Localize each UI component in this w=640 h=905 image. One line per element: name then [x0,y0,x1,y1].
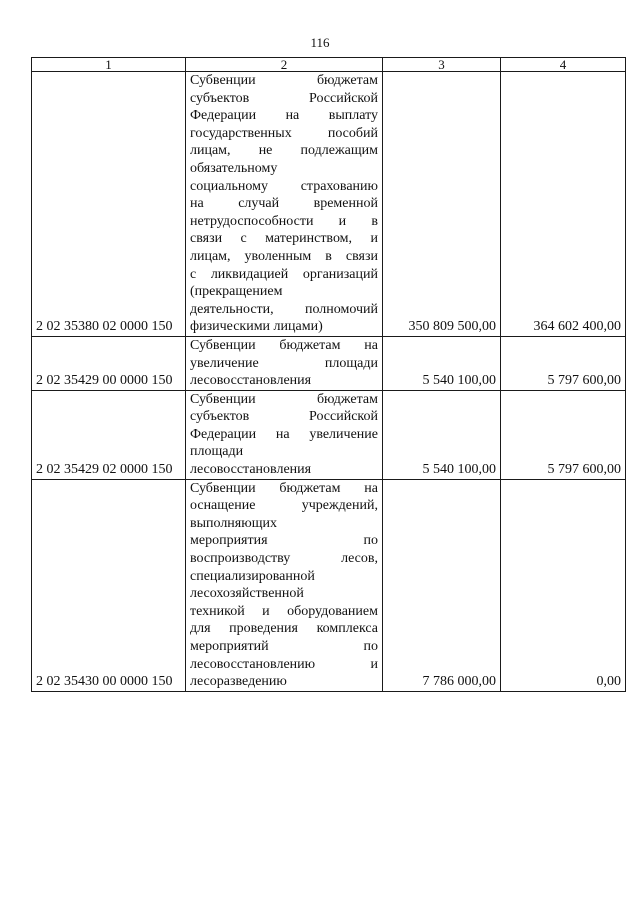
description-line: социальному страхованию [190,178,378,194]
description-line: лесовосстановления [190,462,312,478]
description-line: с ликвидацией организаций [190,266,378,282]
description-line: оснащение учреждений, [190,498,378,514]
description-line: Федерации на выплату [190,108,378,124]
description-cell [186,72,383,337]
amount-column-4: 5 797 600,00 [501,390,626,479]
description-line: мероприятия по [190,533,378,549]
description-line: связи с материнством, и [190,231,378,247]
description-line: для проведения комплекса [190,621,378,637]
budget-code-cell: 2 02 35430 00 0000 150 [32,479,186,691]
description-line: лесохозяйственной [190,586,304,602]
description-line: субъектов Российской [190,409,378,425]
description-line: Субвенции бюджетам [190,73,378,88]
description-line: Федерации на увеличение [190,426,378,442]
description-line: государственных пособий [190,125,378,141]
description-line: Субвенции бюджетам на [190,337,378,353]
description-line: обязательному [190,160,278,176]
description-line: лесоразведению [190,674,287,690]
description-line: увеличение площади [190,355,378,371]
amount-column-4: 5 797 600,00 [501,336,626,390]
column-header-4: 4 [501,58,626,72]
page-number: 116 [310,35,330,50]
description-line: лицам, не подлежащим [190,143,378,159]
description-line: воспроизводству лесов, [190,551,378,567]
description-line: лицам, уволенным в связи [190,248,378,264]
table-row [32,479,626,691]
budget-code-cell: 2 02 35429 00 0000 150 [32,336,186,390]
description-line: субъектов Российской [190,90,378,106]
description-line: выполняющих [190,515,277,531]
amount-column-4: 364 602 400,00 [501,72,626,337]
description-line: физическими лицами) [190,319,323,335]
budget-table [31,57,626,692]
description-line: техникой и оборудованием [190,603,378,619]
table-header-row [32,58,626,72]
description-line: мероприятий по [190,639,378,654]
amount-column-4: 0,00 [501,479,626,691]
table-row [32,336,626,390]
description-cell [186,479,383,691]
amount-column-3: 5 540 100,00 [383,390,501,479]
description-line: (прекращением [190,284,283,300]
column-header-2: 2 [186,58,383,72]
amount-column-3: 350 809 500,00 [383,72,501,337]
table-body [32,72,626,692]
table-row [32,390,626,479]
column-header-3: 3 [383,58,501,72]
description-line: специализированной [190,568,315,584]
column-header-1: 1 [32,58,186,72]
description-line: площади [190,444,244,460]
description-line: лесовосстановления [190,373,312,389]
description-line: деятельности, полномочий [190,301,378,317]
description-line: лесовосстановлению и [190,656,378,672]
description-line: на случай временной [190,196,378,212]
description-line: Субвенции бюджетам [190,391,378,407]
description-line: Субвенции бюджетам на [190,480,378,496]
amount-column-3: 7 786 000,00 [383,479,501,691]
description-cell [186,390,383,479]
description-cell [186,336,383,390]
amount-column-3: 5 540 100,00 [383,336,501,390]
table-row [32,72,626,337]
budget-code-cell: 2 02 35429 02 0000 150 [32,390,186,479]
budget-code-cell: 2 02 35380 02 0000 150 [32,72,186,337]
description-line: нетрудоспособности и в [190,213,378,229]
